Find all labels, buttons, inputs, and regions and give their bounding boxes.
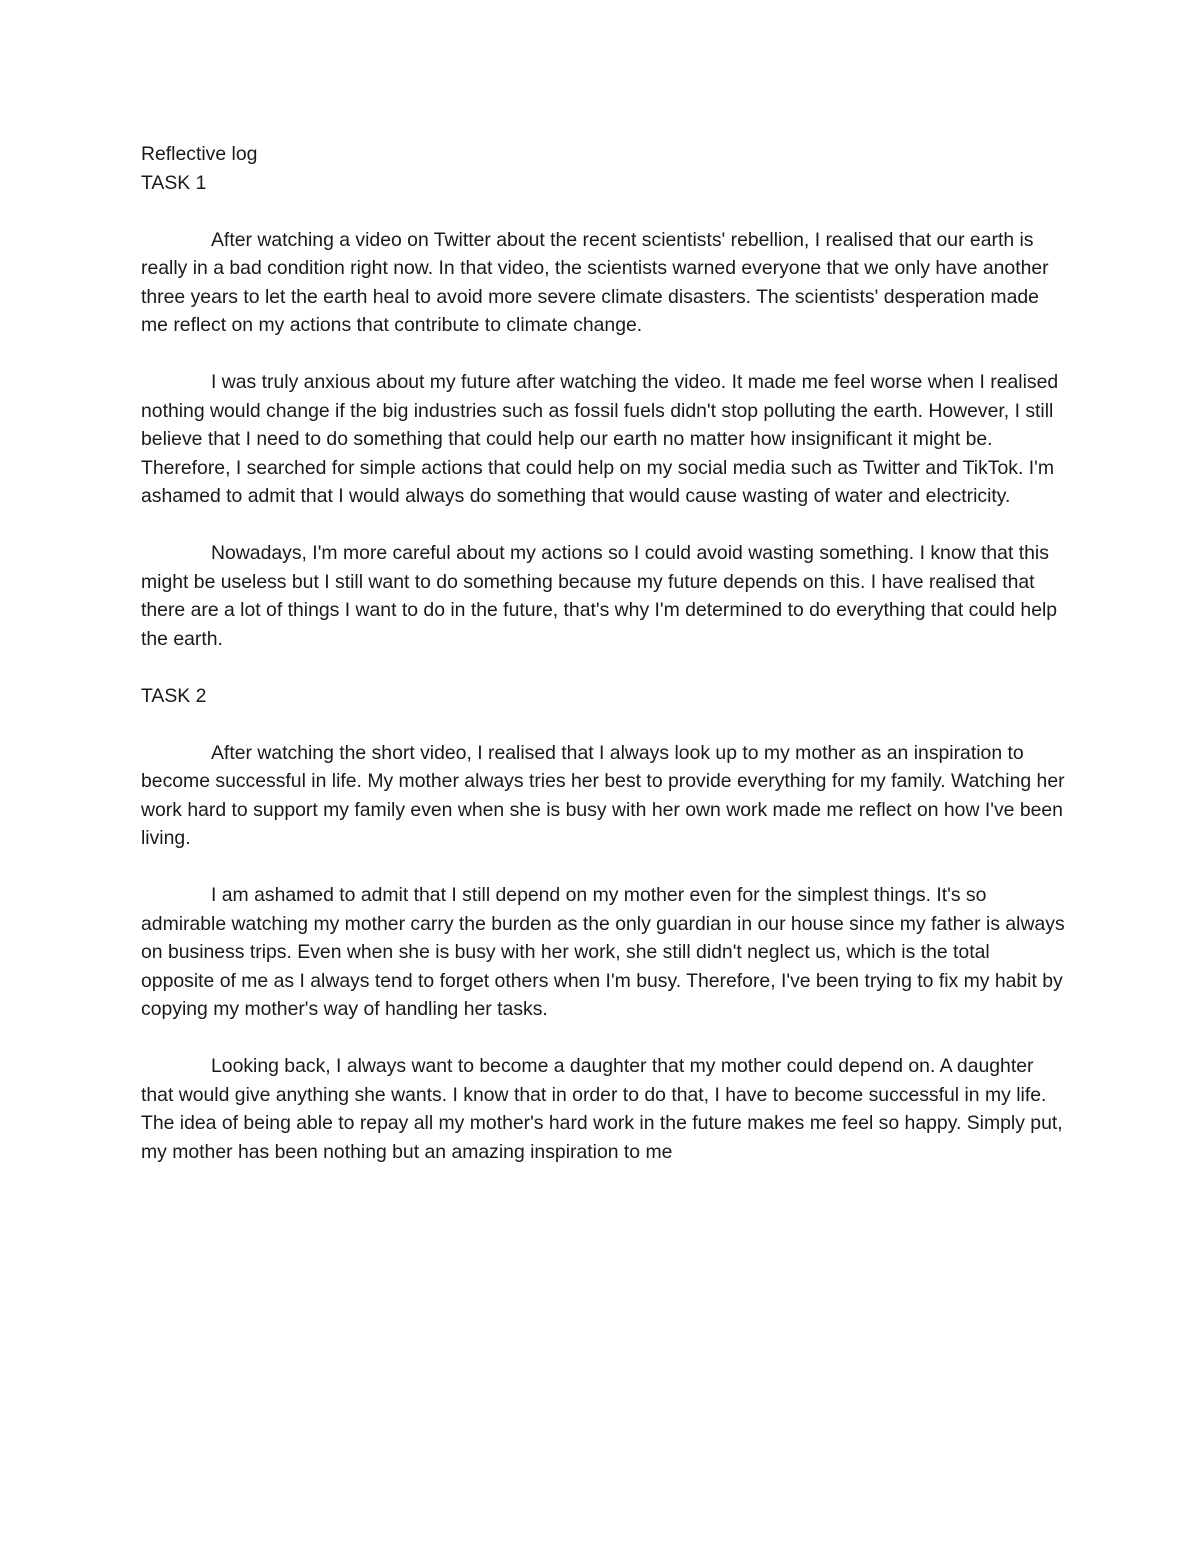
spacer: [141, 511, 1066, 540]
task-2-heading: TASK 2: [141, 684, 207, 707]
task-1-paragraph-2: I was truly anxious about my future after watching the video. It made me feel worse when I realised nothing would change if the big industries such as fossil fuels didn't stop polluting the earth. However, I still believe that I need to do something that could help our earth no matter how insignificant it might be. Therefore, I searched for simple actions that could help on my social media such as Twitter and TikTok. I'm ashamed to admit that I would always do something that would cause wasting of water and electricity.: [141, 371, 1059, 507]
spacer: [141, 853, 1066, 882]
spacer: [141, 653, 1066, 682]
spacer: [141, 197, 1066, 226]
spacer: [141, 340, 1066, 369]
task-2-paragraph-3: Looking back, I always want to become a daughter that my mother could depend on. A daughter that would give anything she wants. I know that in order to do that, I have to become successful in my life. The idea of being able to repay all my mother's hard work in the future makes me feel so happy. Simply put, my mother has been nothing but an amazing inspiration to me: [141, 1055, 1063, 1163]
document-title: Reflective log: [141, 143, 258, 165]
spacer: [141, 710, 1066, 739]
task-2-paragraph-1: After watching the short video, I realised that I always look up to my mother as an inspiration to become successful in life. My mother always tries her best to provide everything for my family. Watching her work hard to support my family even when she is busy with her own work made me reflect on how I've been living.: [141, 741, 1065, 849]
task-1-paragraph-3: Nowadays, I'm more careful about my actions so I could avoid wasting something. I know that this might be useless but I still want to do something because my future depends on this. I have realised that there are a lot of things I want to do in the future, that's why I'm determined to do everything that could help the earth.: [141, 542, 1058, 650]
document-body: [141, 140, 1066, 1166]
task-1-paragraph-1: After watching a video on Twitter about the recent scientists' rebellion, I realised that our earth is really in a bad condition right now. In that video, the scientists warned everyone that we only have another three years to let the earth heal to avoid more severe climate disasters. The scientists' desperation made me reflect on my actions that contribute to climate change.: [141, 228, 1049, 336]
task-1-heading: TASK 1: [141, 171, 207, 194]
spacer: [141, 1024, 1066, 1053]
task-2-paragraph-2: I am ashamed to admit that I still depend on my mother even for the simplest things. It's so admirable watching my mother carry the burden as the only guardian in our house since my father is always on business trips. Even when she is busy with her work, she still didn't neglect us, which is the total opposite of me as I always tend to forget others when I'm busy. Therefore, I've been trying to fix my habit by copying my mother's way of handling her tasks.: [141, 884, 1065, 1020]
